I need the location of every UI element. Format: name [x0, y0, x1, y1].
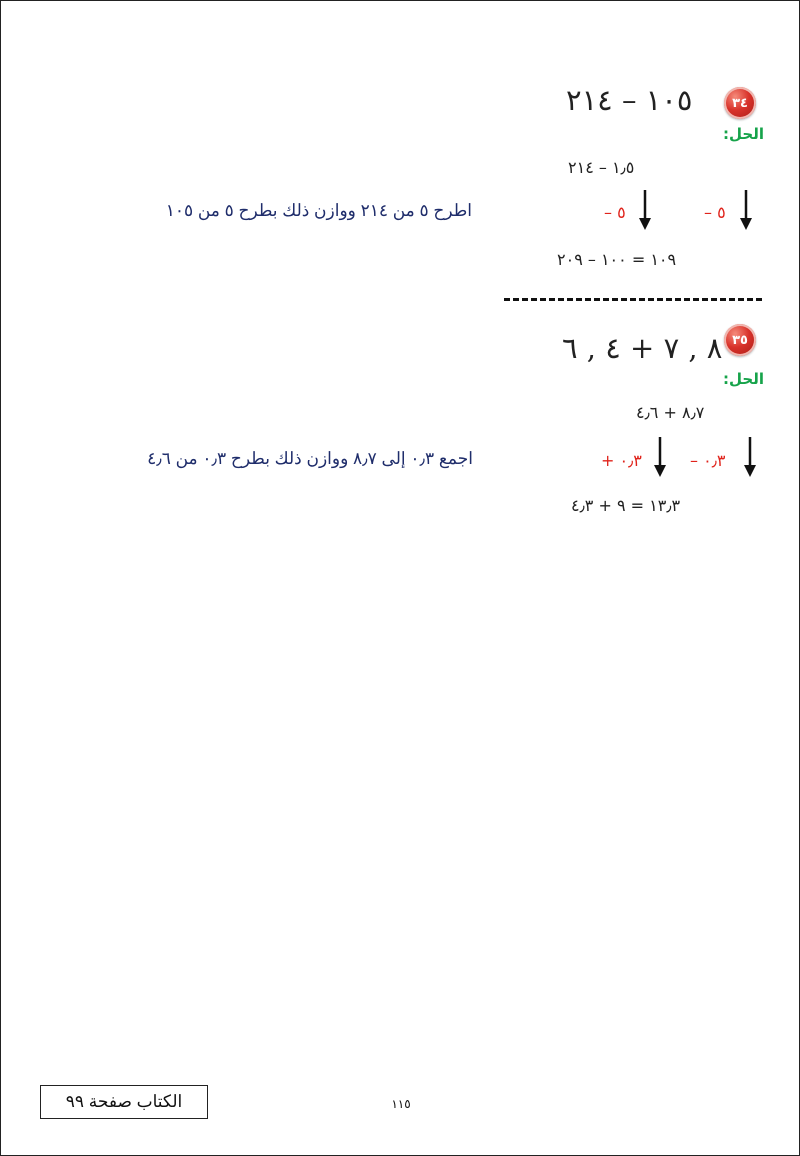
problem-34-arrow-left-label: – ٥ — [604, 203, 626, 222]
problem-34-step-3: ١٠٩ = ١٠٠ – ٢٠٩ — [557, 250, 677, 269]
problem-35-step-1: ٨٫٧ + ٤٫٦ — [636, 403, 705, 422]
section-divider — [504, 298, 762, 301]
problem-34-number: ٣٤ — [732, 95, 748, 111]
problem-34-step-1: ١٫٥ – ٢١٤ — [568, 158, 635, 177]
problem-35-number: ٣٥ — [732, 332, 748, 348]
problem-34-expression: ١٠٥ – ٢١٤ — [566, 83, 693, 117]
book-page-reference — [40, 1085, 208, 1119]
problem-34-arrow-right-label: – ٥ — [704, 203, 726, 222]
down-arrow-icon — [639, 190, 651, 230]
down-arrow-icon — [654, 437, 666, 477]
problem-34-badge — [724, 87, 756, 119]
problem-35-arrow-right-label: – ٠٫٣ — [690, 451, 726, 470]
down-arrow-icon — [740, 190, 752, 230]
problem-35-step-3: ١٣٫٣ = ٩ + ٤٫٣ — [571, 496, 681, 515]
problem-35-solution-label: الحل: — [723, 370, 764, 388]
down-arrow-icon — [744, 437, 756, 477]
problem-35-arrow-left-label: + ٠٫٣ — [601, 451, 642, 470]
problem-35-note: اجمع ٠٫٣ إلى ٨٫٧ ووازن ذلك بطرح ٠٫٣ من ٤٫٦ — [147, 449, 473, 468]
problem-35-expression: ٨ , ٧ + ٤ , ٦ — [562, 331, 723, 365]
problem-34-note: اطرح ٥ من ٢١٤ ووازن ذلك بطرح ٥ من ١٠٥ — [165, 201, 472, 220]
book-page-label: الكتاب صفحة ٩٩ — [65, 1092, 183, 1111]
problem-35-badge — [724, 324, 756, 356]
problem-34-solution-label: الحل: — [723, 125, 764, 143]
page-number: ١١٥ — [391, 1097, 411, 1111]
